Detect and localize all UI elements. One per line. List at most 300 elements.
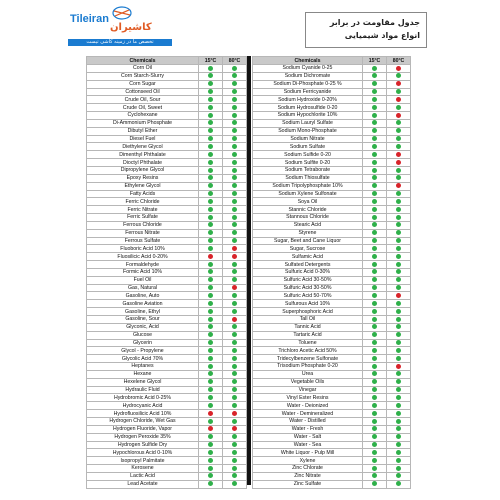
table-row bbox=[253, 166, 411, 174]
chemical-name: Lactic Acid bbox=[87, 472, 199, 480]
table-row bbox=[253, 323, 411, 331]
rating-cell-c15 bbox=[199, 237, 223, 245]
rating-cell-c80 bbox=[223, 370, 247, 378]
rating-cell-c15 bbox=[199, 190, 223, 198]
rating-cell-c15 bbox=[363, 465, 387, 473]
table-row bbox=[253, 198, 411, 206]
rating-cell-c15 bbox=[363, 386, 387, 394]
rating-cell-c80 bbox=[387, 174, 411, 182]
resistant-dot-icon bbox=[208, 419, 213, 424]
resistant-dot-icon bbox=[372, 458, 377, 463]
resistant-dot-icon bbox=[208, 238, 213, 243]
not-resistant-dot-icon bbox=[396, 66, 401, 71]
chemical-name: Heptanes bbox=[87, 363, 199, 371]
not-resistant-dot-icon bbox=[396, 113, 401, 118]
resistant-dot-icon bbox=[208, 222, 213, 227]
chemical-name: Sodium Sulfite 0-20 bbox=[253, 159, 363, 167]
rating-cell-c15 bbox=[363, 402, 387, 410]
rating-cell-c15 bbox=[199, 151, 223, 159]
table-row bbox=[253, 104, 411, 112]
resistant-dot-icon bbox=[372, 309, 377, 314]
resistant-dot-icon bbox=[396, 120, 401, 125]
rating-cell-c15 bbox=[363, 300, 387, 308]
resistant-dot-icon bbox=[396, 348, 401, 353]
resistant-dot-icon bbox=[208, 395, 213, 400]
rating-cell-c15 bbox=[199, 417, 223, 425]
chemical-name: Hydrogen Peroxide 35% bbox=[87, 433, 199, 441]
chemical-name: Xylene bbox=[253, 457, 363, 465]
rating-cell-c80 bbox=[223, 127, 247, 135]
resistant-dot-icon bbox=[232, 144, 237, 149]
chemical-name: Sodium Sulfide 0-20 bbox=[253, 151, 363, 159]
rating-cell-c80 bbox=[387, 284, 411, 292]
chemical-name: Sodium Di-Phosphate 0-25 % bbox=[253, 80, 363, 88]
rating-cell-c15 bbox=[199, 480, 223, 488]
rating-cell-c80 bbox=[387, 182, 411, 190]
chemical-name: Water - Deionized bbox=[253, 402, 363, 410]
chemical-name: Sodium Mono-Phosphate bbox=[253, 127, 363, 135]
resistant-dot-icon bbox=[396, 175, 401, 180]
rating-cell-c15 bbox=[363, 449, 387, 457]
rating-cell-c80 bbox=[387, 433, 411, 441]
table-row bbox=[87, 237, 247, 245]
table-row bbox=[253, 127, 411, 135]
resistant-dot-icon bbox=[232, 348, 237, 353]
chemical-name: Hydrocyanic Acid bbox=[87, 402, 199, 410]
rating-cell-c80 bbox=[223, 182, 247, 190]
table-row bbox=[87, 119, 247, 127]
table-row bbox=[253, 417, 411, 425]
resistant-dot-icon bbox=[396, 191, 401, 196]
table-row bbox=[87, 394, 247, 402]
table-row bbox=[87, 449, 247, 457]
rating-cell-c80 bbox=[387, 402, 411, 410]
rating-cell-c80 bbox=[223, 316, 247, 324]
table-row bbox=[253, 331, 411, 339]
resistant-dot-icon bbox=[232, 73, 237, 78]
resistant-dot-icon bbox=[396, 285, 401, 290]
table-row bbox=[253, 253, 411, 261]
rating-cell-c15 bbox=[199, 221, 223, 229]
chemical-name: Sulfurous Acid 10% bbox=[253, 300, 363, 308]
rating-cell-c15 bbox=[199, 135, 223, 143]
chemical-name: Toluene bbox=[253, 339, 363, 347]
chemical-name: Hydrobromic Acid 0-25% bbox=[87, 394, 199, 402]
table-row bbox=[253, 72, 411, 80]
chemical-name: Gasoline, Ethyl bbox=[87, 308, 199, 316]
resistant-dot-icon bbox=[232, 434, 237, 439]
rating-cell-c80 bbox=[387, 339, 411, 347]
resistant-dot-icon bbox=[232, 230, 237, 235]
rating-cell-c15 bbox=[199, 206, 223, 214]
resistant-dot-icon bbox=[396, 473, 401, 478]
rating-cell-c15 bbox=[363, 190, 387, 198]
rating-cell-c80 bbox=[387, 425, 411, 433]
not-resistant-dot-icon bbox=[232, 426, 237, 431]
resistant-dot-icon bbox=[232, 175, 237, 180]
resistant-dot-icon bbox=[372, 434, 377, 439]
rating-cell-c15 bbox=[363, 112, 387, 120]
table-row bbox=[253, 394, 411, 402]
rating-cell-c15 bbox=[363, 323, 387, 331]
chemical-name: Sodium Tripolyphosphate 10% bbox=[253, 182, 363, 190]
rating-cell-c15 bbox=[199, 174, 223, 182]
chemical-name: White Liquor - Pulp Mill bbox=[253, 449, 363, 457]
rating-cell-c15 bbox=[199, 119, 223, 127]
resistant-dot-icon bbox=[232, 301, 237, 306]
rating-cell-c15 bbox=[363, 394, 387, 402]
chemical-name: Tridecylbenzene Sulfonate bbox=[253, 355, 363, 363]
rating-cell-c80 bbox=[387, 323, 411, 331]
chemical-name: Sulfated Detergents bbox=[253, 261, 363, 269]
resistant-dot-icon bbox=[208, 277, 213, 282]
resistant-dot-icon bbox=[396, 450, 401, 455]
resistant-dot-icon bbox=[208, 199, 213, 204]
rating-cell-c80 bbox=[223, 159, 247, 167]
rating-cell-c80 bbox=[223, 465, 247, 473]
resistant-dot-icon bbox=[396, 340, 401, 345]
resistant-dot-icon bbox=[372, 183, 377, 188]
chemical-name: Sodium Ferricyanide bbox=[253, 88, 363, 96]
rating-cell-c15 bbox=[199, 253, 223, 261]
chemical-name: Diethylene Glycol bbox=[87, 143, 199, 151]
resistant-dot-icon bbox=[232, 442, 237, 447]
resistant-dot-icon bbox=[372, 277, 377, 282]
globe-icon bbox=[112, 6, 132, 20]
not-resistant-dot-icon bbox=[396, 97, 401, 102]
resistant-dot-icon bbox=[232, 105, 237, 110]
table-row bbox=[253, 441, 411, 449]
resistant-dot-icon bbox=[396, 199, 401, 204]
rating-cell-c80 bbox=[387, 221, 411, 229]
rating-cell-c80 bbox=[387, 394, 411, 402]
rating-cell-c80 bbox=[387, 253, 411, 261]
resistant-dot-icon bbox=[372, 113, 377, 118]
chemical-name: Zinc Sulfate bbox=[253, 480, 363, 488]
chemical-name: Vinegar bbox=[253, 386, 363, 394]
resistant-dot-icon bbox=[232, 89, 237, 94]
chemical-name: Sodium Hydrosulfide 0-20 bbox=[253, 104, 363, 112]
resistant-dot-icon bbox=[208, 293, 213, 298]
rating-cell-c80 bbox=[223, 221, 247, 229]
table-row bbox=[253, 221, 411, 229]
not-resistant-dot-icon bbox=[232, 254, 237, 259]
rating-cell-c15 bbox=[363, 198, 387, 206]
chemical-name: Sulfamic Acid bbox=[253, 253, 363, 261]
resistant-dot-icon bbox=[372, 160, 377, 165]
resistant-dot-icon bbox=[208, 160, 213, 165]
table-row bbox=[253, 378, 411, 386]
resistant-dot-icon bbox=[208, 481, 213, 486]
table-row bbox=[87, 363, 247, 371]
resistant-dot-icon bbox=[372, 364, 377, 369]
rating-cell-c15 bbox=[363, 268, 387, 276]
chemical-name: Sugar, Sucrose bbox=[253, 245, 363, 253]
resistant-dot-icon bbox=[396, 254, 401, 259]
resistant-dot-icon bbox=[396, 105, 401, 110]
title-line-1: جدول مقاومت در برابر bbox=[329, 18, 420, 27]
rating-cell-c15 bbox=[199, 370, 223, 378]
table-row bbox=[87, 151, 247, 159]
resistant-dot-icon bbox=[208, 442, 213, 447]
chemical-name: Glyconic, Acid bbox=[87, 323, 199, 331]
rating-cell-c15 bbox=[199, 104, 223, 112]
chemical-name: Gas, Natural bbox=[87, 284, 199, 292]
chemical-name: Dimenthyl Phthalate bbox=[87, 151, 199, 159]
rating-cell-c80 bbox=[223, 300, 247, 308]
chemical-name: Ferric Sulfate bbox=[87, 214, 199, 222]
chemical-name: Isopropyl Palmitate bbox=[87, 457, 199, 465]
resistant-dot-icon bbox=[396, 89, 401, 94]
rating-cell-c15 bbox=[199, 316, 223, 324]
table-row bbox=[87, 135, 247, 143]
rating-cell-c80 bbox=[387, 300, 411, 308]
resistant-dot-icon bbox=[232, 466, 237, 471]
chemical-name: Hexelene Glycol bbox=[87, 378, 199, 386]
resistant-dot-icon bbox=[232, 66, 237, 71]
resistant-dot-icon bbox=[396, 136, 401, 141]
table-row bbox=[87, 72, 247, 80]
rating-cell-c15 bbox=[199, 433, 223, 441]
rating-cell-c80 bbox=[387, 410, 411, 418]
chemical-name: Tannic Acid bbox=[253, 323, 363, 331]
rating-cell-c15 bbox=[363, 339, 387, 347]
table-row bbox=[253, 135, 411, 143]
table-row bbox=[253, 402, 411, 410]
rating-cell-c80 bbox=[223, 190, 247, 198]
resistant-dot-icon bbox=[396, 168, 401, 173]
resistant-dot-icon bbox=[372, 254, 377, 259]
chemical-name: Sodium Hypochlorite 10% bbox=[253, 112, 363, 120]
resistant-dot-icon bbox=[208, 81, 213, 86]
resistant-dot-icon bbox=[208, 120, 213, 125]
resistant-dot-icon bbox=[208, 309, 213, 314]
table-row bbox=[253, 276, 411, 284]
resistant-dot-icon bbox=[372, 97, 377, 102]
rating-cell-c15 bbox=[199, 355, 223, 363]
rating-cell-c15 bbox=[199, 268, 223, 276]
resistant-dot-icon bbox=[208, 379, 213, 384]
table-row bbox=[253, 206, 411, 214]
resistant-dot-icon bbox=[396, 395, 401, 400]
chemicals-table-left bbox=[86, 56, 247, 489]
resistant-dot-icon bbox=[232, 324, 237, 329]
table-row bbox=[87, 347, 247, 355]
table-row bbox=[87, 457, 247, 465]
chemical-name: Vinyl Ester Resins bbox=[253, 394, 363, 402]
chemical-name: Ferrous Sulfate bbox=[87, 237, 199, 245]
table-row bbox=[87, 143, 247, 151]
chemical-name: Hydrogen Chloride, Wet Gas bbox=[87, 417, 199, 425]
rating-cell-c80 bbox=[223, 65, 247, 73]
resistant-dot-icon bbox=[372, 81, 377, 86]
rating-cell-c80 bbox=[223, 151, 247, 159]
chemical-name: Sodium Lauryl Sulfate bbox=[253, 119, 363, 127]
resistant-dot-icon bbox=[232, 395, 237, 400]
rating-cell-c80 bbox=[223, 394, 247, 402]
rating-cell-c15 bbox=[199, 284, 223, 292]
rating-cell-c80 bbox=[387, 276, 411, 284]
rating-cell-c80 bbox=[223, 104, 247, 112]
chemical-name: Sodium Hydroxide 0-20% bbox=[253, 96, 363, 104]
column-divider bbox=[247, 56, 251, 485]
rating-cell-c80 bbox=[387, 355, 411, 363]
resistant-dot-icon bbox=[396, 466, 401, 471]
chemical-name: Sulfuric Acid 0-30% bbox=[253, 268, 363, 276]
resistant-dot-icon bbox=[372, 348, 377, 353]
rating-cell-c80 bbox=[223, 331, 247, 339]
resistant-dot-icon bbox=[232, 120, 237, 125]
table-row bbox=[87, 245, 247, 253]
chemical-name: Hydrogen Sulfide Dry bbox=[87, 441, 199, 449]
table-row bbox=[87, 284, 247, 292]
resistant-dot-icon bbox=[232, 473, 237, 478]
logo-persian: کاشیران bbox=[110, 22, 152, 33]
table-row bbox=[87, 214, 247, 222]
rating-cell-c80 bbox=[387, 245, 411, 253]
rating-cell-c80 bbox=[223, 80, 247, 88]
chemical-name: Corn Starch-Slurry bbox=[87, 72, 199, 80]
resistant-dot-icon bbox=[396, 434, 401, 439]
chemical-name: Crude Oil, Sweet bbox=[87, 104, 199, 112]
rating-cell-c15 bbox=[199, 261, 223, 269]
resistant-dot-icon bbox=[372, 442, 377, 447]
resistant-dot-icon bbox=[372, 175, 377, 180]
resistant-dot-icon bbox=[232, 387, 237, 392]
resistant-dot-icon bbox=[208, 285, 213, 290]
table-row bbox=[253, 214, 411, 222]
chemical-name: Hydraulic Fluid bbox=[87, 386, 199, 394]
rating-cell-c15 bbox=[363, 127, 387, 135]
table-row bbox=[253, 386, 411, 394]
rating-cell-c15 bbox=[363, 119, 387, 127]
resistant-dot-icon bbox=[396, 411, 401, 416]
resistant-dot-icon bbox=[232, 356, 237, 361]
rating-cell-c15 bbox=[363, 214, 387, 222]
resistant-dot-icon bbox=[208, 168, 213, 173]
rating-cell-c80 bbox=[387, 229, 411, 237]
chemical-name: Stearic Acid bbox=[253, 221, 363, 229]
rating-cell-c15 bbox=[363, 347, 387, 355]
rating-cell-c80 bbox=[223, 119, 247, 127]
chemical-name: Sulfuric Acid 30-50% bbox=[253, 284, 363, 292]
rating-cell-c15 bbox=[363, 441, 387, 449]
table-row bbox=[87, 229, 247, 237]
rating-cell-c15 bbox=[199, 323, 223, 331]
rating-cell-c80 bbox=[223, 198, 247, 206]
table-row bbox=[253, 96, 411, 104]
resistant-dot-icon bbox=[372, 371, 377, 376]
resistant-dot-icon bbox=[372, 120, 377, 125]
resistant-dot-icon bbox=[372, 230, 377, 235]
resistant-dot-icon bbox=[232, 168, 237, 173]
resistant-dot-icon bbox=[372, 450, 377, 455]
table-row bbox=[253, 308, 411, 316]
chemical-name: Dipropylene Glycol bbox=[87, 166, 199, 174]
chemicals-table-right bbox=[252, 56, 411, 489]
resistant-dot-icon bbox=[372, 246, 377, 251]
chemical-name: Ferrous Chloride bbox=[87, 221, 199, 229]
rating-cell-c15 bbox=[363, 174, 387, 182]
chemical-name: Zinc Nitrate bbox=[253, 472, 363, 480]
resistant-dot-icon bbox=[372, 73, 377, 78]
table-row bbox=[253, 425, 411, 433]
resistant-dot-icon bbox=[372, 481, 377, 486]
table-row bbox=[87, 221, 247, 229]
table-row bbox=[253, 65, 411, 73]
resistant-dot-icon bbox=[396, 301, 401, 306]
table-row bbox=[253, 300, 411, 308]
table-row bbox=[87, 88, 247, 96]
chemical-name: Sodium Cyanide 0-25 bbox=[253, 65, 363, 73]
rating-cell-c15 bbox=[199, 276, 223, 284]
column-header-chemicals: Chemicals bbox=[87, 57, 199, 65]
resistant-dot-icon bbox=[208, 73, 213, 78]
table-row bbox=[253, 472, 411, 480]
rating-cell-c15 bbox=[199, 127, 223, 135]
resistant-dot-icon bbox=[208, 246, 213, 251]
rating-cell-c15 bbox=[199, 229, 223, 237]
rating-cell-c15 bbox=[199, 339, 223, 347]
table-row bbox=[253, 143, 411, 151]
rating-cell-c15 bbox=[199, 245, 223, 253]
chemical-name: Hydrofluosilicic Acid 10% bbox=[87, 410, 199, 418]
table-row bbox=[253, 151, 411, 159]
table-row bbox=[87, 370, 247, 378]
rating-cell-c15 bbox=[199, 159, 223, 167]
table-row bbox=[87, 331, 247, 339]
rating-cell-c15 bbox=[363, 480, 387, 488]
resistant-dot-icon bbox=[232, 332, 237, 337]
resistant-dot-icon bbox=[372, 324, 377, 329]
resistant-dot-icon bbox=[396, 371, 401, 376]
resistant-dot-icon bbox=[396, 419, 401, 424]
resistant-dot-icon bbox=[232, 81, 237, 86]
rating-cell-c15 bbox=[363, 143, 387, 151]
rating-cell-c15 bbox=[199, 80, 223, 88]
rating-cell-c15 bbox=[363, 363, 387, 371]
not-resistant-dot-icon bbox=[396, 152, 401, 157]
chemical-name: Sodium Xylene Sulfonate bbox=[253, 190, 363, 198]
not-resistant-dot-icon bbox=[396, 81, 401, 86]
chemical-name: Styrene bbox=[253, 229, 363, 237]
table-row bbox=[87, 355, 247, 363]
resistant-dot-icon bbox=[208, 191, 213, 196]
rating-cell-c80 bbox=[223, 284, 247, 292]
table-row bbox=[253, 433, 411, 441]
column-header-15c: 15°C bbox=[199, 57, 223, 65]
table-row bbox=[87, 276, 247, 284]
resistant-dot-icon bbox=[396, 309, 401, 314]
chemical-name: Diesel Fuel bbox=[87, 135, 199, 143]
table-row bbox=[87, 402, 247, 410]
table-row bbox=[87, 316, 247, 324]
rating-cell-c15 bbox=[199, 198, 223, 206]
rating-cell-c15 bbox=[363, 206, 387, 214]
table-row bbox=[253, 182, 411, 190]
rating-cell-c80 bbox=[223, 166, 247, 174]
rating-cell-c15 bbox=[363, 182, 387, 190]
table-row bbox=[253, 410, 411, 418]
chemical-name: Vegetable Oils bbox=[253, 378, 363, 386]
resistant-dot-icon bbox=[208, 458, 213, 463]
resistant-dot-icon bbox=[396, 332, 401, 337]
resistant-dot-icon bbox=[396, 379, 401, 384]
resistant-dot-icon bbox=[372, 262, 377, 267]
resistant-dot-icon bbox=[396, 426, 401, 431]
rating-cell-c15 bbox=[363, 284, 387, 292]
resistant-dot-icon bbox=[208, 136, 213, 141]
